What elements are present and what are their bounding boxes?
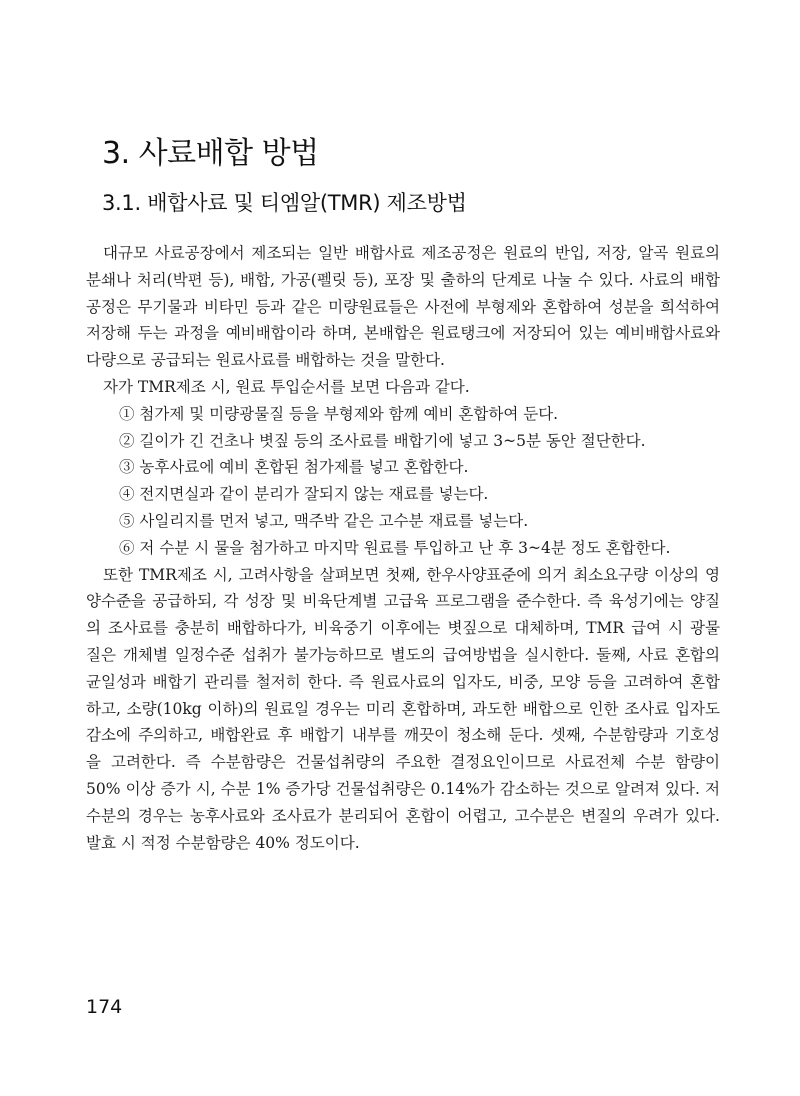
section-heading: 3. 사료배합 방법: [102, 136, 319, 171]
text-line: 저장해 두는 과정을 예비배합이라 하며, 본배합은 원료탱크에 저장되어 있는 예비배합사료와: [86, 324, 720, 343]
text-line: 50% 이상 증가 시, 수분 1% 증가당 건물섭취량은 0.14%가 감소하는 것으로 알려져 있다. 저: [86, 779, 720, 798]
text-line: 대규모 사료공장에서 제조되는 일반 배합사료 제조공정은 원료의 반입, 저장, 알곡 원료의: [103, 244, 720, 262]
steps-intro-line: 자가 TMR제조 시, 원료 투입순서를 보면 다음과 같다.: [103, 377, 470, 396]
steps-list: [86, 401, 720, 562]
text-line: 의 조사료를 충분히 배합하다가, 비육중기 이후에는 볏짚으로 대체하며, TMR 급여 시 광물: [86, 619, 720, 638]
subsection-heading: 3.1. 배합사료 및 티엠알(TMR) 제조방법: [102, 191, 467, 215]
text-line: 을 고려한다. 즉 수분함량은 건물섭취량의 주요한 결정요인이므로 사료전체 수분 함량이: [86, 753, 720, 772]
text-line: 질은 개체별 일정수준 섭취가 불가능하므로 별도의 급여방법을 실시한다. 둘째, 사료 혼합의: [86, 645, 720, 664]
text-line: 양수준을 공급하되, 각 성장 및 비육단계별 고급육 프로그램을 준수한다. 즉 육성기에는 양질: [86, 592, 720, 611]
list-item: ④ 전지면실과 같이 분리가 잘되지 않는 재료를 넣는다.: [119, 485, 489, 504]
list-item: ② 길이가 긴 건초나 볏짚 등의 조사료를 배합기에 넣고 3~5분 동안 절단한다.: [119, 431, 646, 450]
text-line: 하고, 소량(10kg 이하)의 원료일 경우는 미리 혼합하며, 과도한 배합으로 인한 조사료 입자도: [86, 699, 720, 718]
paragraph-intro: [86, 240, 720, 374]
text-line: 공정은 무기물과 비타민 등과 같은 미량원료들은 사전에 부형제와 혼합하여 성분을 희석하여: [86, 297, 720, 316]
list-item: ⑥ 저 수분 시 물을 첨가하고 마지막 원료를 투입하고 난 후 3~4분 정도 혼합한다.: [119, 538, 671, 557]
text-line: 분쇄나 처리(박편 등), 배합, 가공(펠릿 등), 포장 및 출하의 단계로 나눌 수 있다. 사료의 배합: [86, 270, 720, 289]
paragraph-considerations: [86, 562, 720, 857]
text-line: 또한 TMR제조 시, 고려사항을 살펴보면 첫째, 한우사양표준에 의거 최소요구량 이상의 영: [103, 565, 720, 584]
text-line: 다량으로 공급되는 원료사료를 배합하는 것을 말한다.: [86, 351, 445, 370]
text-line: 발효 시 적정 수분함량은 40% 정도이다.: [86, 833, 360, 852]
text-line: 감소에 주의하고, 배합완료 후 배합기 내부를 깨끗이 청소해 둔다. 셋째, 수분함량과 기호성: [86, 726, 720, 745]
text-line: 수분의 경우는 농후사료와 조사료가 분리되어 혼합이 어렵고, 고수분은 변질의 우려가 있다.: [86, 806, 720, 825]
list-item: ⑤ 사일리지를 먼저 넣고, 맥주박 같은 고수분 재료를 넣는다.: [119, 511, 529, 530]
text-line: 균일성과 배합기 관리를 철저히 한다. 즉 원료사료의 입자도, 비중, 모양 등을 고려하여 혼합: [86, 672, 720, 691]
body-text: [86, 240, 720, 856]
list-item: ① 첨가제 및 미량광물질 등을 부형제와 함께 예비 혼합하여 둔다.: [119, 404, 559, 423]
page-number: 174: [86, 996, 123, 1018]
list-item: ③ 농후사료에 예비 혼합된 첨가제를 넣고 혼합한다.: [119, 458, 469, 477]
